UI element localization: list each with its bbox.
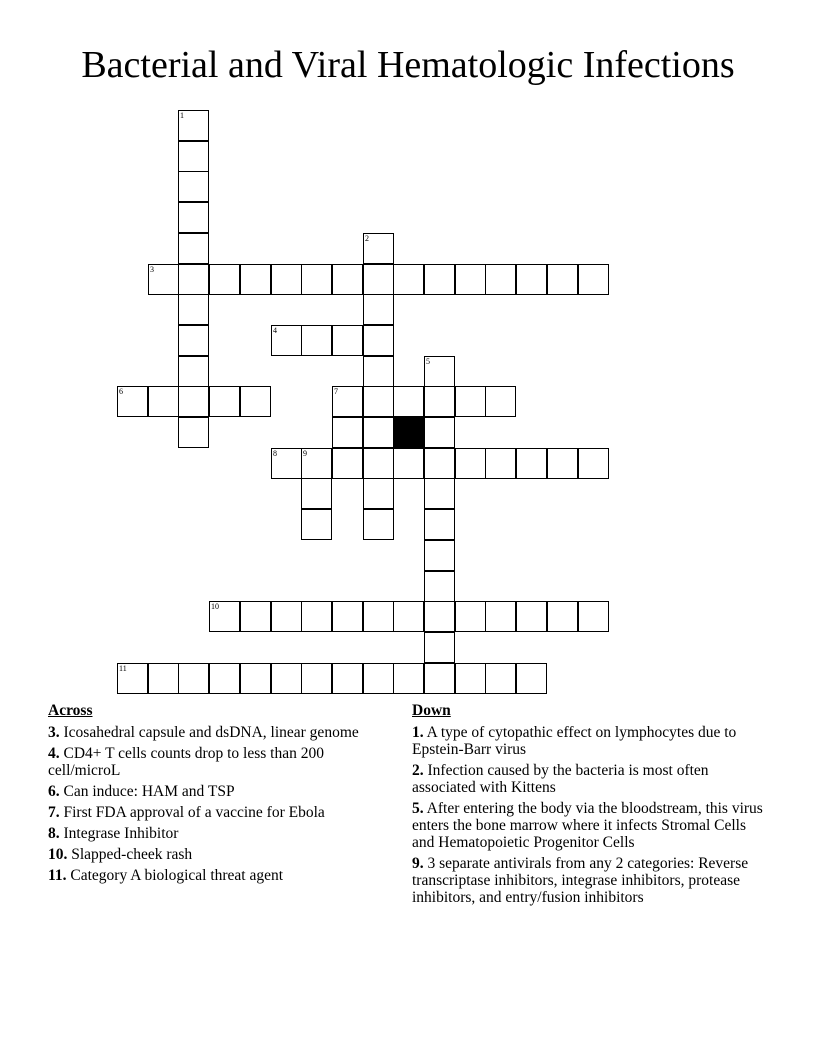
across-clues <box>48 702 388 888</box>
grid-cell[interactable] <box>424 663 455 694</box>
grid-cell[interactable] <box>578 601 609 632</box>
clue-number: 10. <box>48 846 68 863</box>
grid-cell[interactable] <box>455 601 486 632</box>
grid-cell[interactable] <box>332 325 363 356</box>
grid-cell[interactable] <box>240 601 271 632</box>
grid-cell[interactable] <box>363 478 394 509</box>
grid-cell[interactable] <box>485 663 516 694</box>
grid-cell[interactable] <box>393 601 424 632</box>
grid-cell[interactable] <box>547 448 578 479</box>
grid-cell[interactable] <box>332 448 363 479</box>
grid-cell[interactable] <box>332 417 363 448</box>
clue-text: After entering the body via the bloodstream, this virus enters the bone marrow where it infects Stromal Cells and Hematopoietic Progenitor Cells <box>412 800 763 851</box>
grid-cell[interactable] <box>455 264 486 295</box>
grid-cell[interactable] <box>148 264 179 295</box>
grid-cell[interactable] <box>393 386 424 417</box>
cell-number: 2 <box>365 234 369 243</box>
grid-cell[interactable] <box>485 386 516 417</box>
grid-cell[interactable] <box>332 601 363 632</box>
cell-number: 9 <box>303 449 307 458</box>
grid-cell[interactable] <box>332 663 363 694</box>
clue-number: 11. <box>48 867 67 884</box>
grid-cell[interactable] <box>393 264 424 295</box>
clue-number: 2. <box>412 762 424 779</box>
grid-cell[interactable] <box>578 264 609 295</box>
grid-cell[interactable] <box>178 294 209 325</box>
grid-cell[interactable] <box>301 448 332 479</box>
grid-cell[interactable] <box>363 356 394 387</box>
grid-cell[interactable] <box>209 264 240 295</box>
grid-cell[interactable] <box>178 264 209 295</box>
grid-cell[interactable] <box>178 417 209 448</box>
grid-cell[interactable] <box>209 663 240 694</box>
grid-cell[interactable] <box>363 601 394 632</box>
grid-cell[interactable] <box>301 325 332 356</box>
clue-number: 4. <box>48 745 60 762</box>
across-clue-11 <box>48 867 388 884</box>
cell-number: 4 <box>273 326 277 335</box>
grid-cell[interactable] <box>424 601 455 632</box>
grid-cell[interactable] <box>148 386 179 417</box>
clue-number: 5. <box>412 800 424 817</box>
grid-cell[interactable] <box>363 325 394 356</box>
clue-number: 3. <box>48 724 60 741</box>
cell-number: 7 <box>334 387 338 396</box>
clue-text: CD4+ T cells counts drop to less than 200 cell/microL <box>48 745 324 779</box>
clue-text: Slapped-cheek rash <box>71 846 193 863</box>
across-clue-6 <box>48 783 388 800</box>
grid-cell[interactable] <box>301 663 332 694</box>
clue-number: 9. <box>412 855 424 872</box>
grid-cell[interactable] <box>178 233 209 264</box>
cell-number: 3 <box>150 265 154 274</box>
clue-text: First FDA approval of a vaccine for Ebola <box>63 804 325 821</box>
black-cell <box>393 417 424 448</box>
grid-cell[interactable] <box>271 264 302 295</box>
down-clue-5 <box>412 800 772 851</box>
grid-cell[interactable] <box>424 571 455 602</box>
clue-text: Infection caused by the bacteria is most often associated with Kittens <box>412 762 709 796</box>
grid-cell[interactable] <box>455 663 486 694</box>
down-heading: Down <box>412 702 451 719</box>
grid-cell[interactable] <box>209 601 240 632</box>
cell-number: 11 <box>119 664 127 673</box>
grid-cell[interactable] <box>424 478 455 509</box>
grid-cell[interactable] <box>578 448 609 479</box>
page-title: Bacterial and Viral Hematologic Infections <box>81 44 735 86</box>
clue-text: A type of cytopathic effect on lymphocytes due to Epstein-Barr virus <box>412 724 737 758</box>
grid-cell[interactable] <box>363 417 394 448</box>
across-clue-3 <box>48 724 388 741</box>
grid-cell[interactable] <box>455 386 486 417</box>
grid-cell[interactable] <box>363 386 394 417</box>
clue-number: 6. <box>48 783 60 800</box>
clue-text: Category A biological threat agent <box>70 867 284 884</box>
grid-cell[interactable] <box>485 264 516 295</box>
clue-text: Icosahedral capsule and dsDNA, linear genome <box>63 724 359 741</box>
across-clue-4 <box>48 745 388 779</box>
grid-cell[interactable] <box>178 141 209 172</box>
grid-cell[interactable] <box>178 386 209 417</box>
grid-cell[interactable] <box>516 601 547 632</box>
clue-text: Integrase Inhibitor <box>63 825 179 842</box>
grid-cell[interactable] <box>424 632 455 663</box>
grid-cell[interactable] <box>178 356 209 387</box>
grid-cell[interactable] <box>240 264 271 295</box>
grid-cell[interactable] <box>117 663 148 694</box>
cell-number: 6 <box>119 387 123 396</box>
grid-cell[interactable] <box>363 663 394 694</box>
grid-cell[interactable] <box>424 386 455 417</box>
grid-cell[interactable] <box>485 448 516 479</box>
grid-cell[interactable] <box>547 601 578 632</box>
grid-cell[interactable] <box>485 601 516 632</box>
cell-number: 1 <box>180 111 184 120</box>
grid-cell[interactable] <box>424 540 455 571</box>
across-clue-7 <box>48 804 388 821</box>
grid-cell[interactable] <box>455 448 486 479</box>
grid-cell[interactable] <box>393 448 424 479</box>
grid-cell[interactable] <box>301 601 332 632</box>
grid-cell[interactable] <box>363 294 394 325</box>
across-heading: Across <box>48 702 93 719</box>
grid-cell[interactable] <box>178 663 209 694</box>
grid-cell[interactable] <box>424 448 455 479</box>
grid-cell[interactable] <box>271 663 302 694</box>
grid-cell[interactable] <box>271 448 302 479</box>
grid-cell[interactable] <box>424 509 455 540</box>
clue-text: 3 separate antivirals from any 2 categories: Reverse transcriptase inhibitors, integrase inhibitors, protease inhibitors, and entry/fusion inhibitors <box>412 855 749 906</box>
grid-cell[interactable] <box>424 417 455 448</box>
grid-cell[interactable] <box>271 601 302 632</box>
grid-cell[interactable] <box>363 264 394 295</box>
down-clue-2 <box>412 762 772 796</box>
grid-cell[interactable] <box>178 202 209 233</box>
grid-cell[interactable] <box>178 325 209 356</box>
clue-text: Can induce: HAM and TSP <box>63 783 235 800</box>
grid-cell[interactable] <box>148 663 179 694</box>
across-clue-8 <box>48 825 388 842</box>
grid-cell[interactable] <box>240 663 271 694</box>
grid-cell[interactable] <box>516 264 547 295</box>
grid-cell[interactable] <box>547 264 578 295</box>
grid-cell[interactable] <box>240 386 271 417</box>
grid-cell[interactable] <box>424 264 455 295</box>
cell-number: 8 <box>273 449 277 458</box>
clue-number: 1. <box>412 724 424 741</box>
grid-cell[interactable] <box>178 171 209 202</box>
grid-cell[interactable] <box>424 356 455 387</box>
grid-cell[interactable] <box>178 110 209 141</box>
grid-cell[interactable] <box>363 448 394 479</box>
cell-number: 10 <box>211 602 219 611</box>
grid-cell[interactable] <box>516 663 547 694</box>
grid-cell[interactable] <box>117 386 148 417</box>
grid-cell[interactable] <box>332 386 363 417</box>
grid-cell[interactable] <box>301 478 332 509</box>
grid-cell[interactable] <box>301 509 332 540</box>
across-clue-10 <box>48 846 388 863</box>
grid-cell[interactable] <box>209 386 240 417</box>
grid-cell[interactable] <box>332 264 363 295</box>
down-clue-9 <box>412 855 772 906</box>
grid-cell[interactable] <box>271 325 302 356</box>
clue-number: 7. <box>48 804 60 821</box>
grid-cell[interactable] <box>393 663 424 694</box>
grid-cell[interactable] <box>363 233 394 264</box>
clue-number: 8. <box>48 825 60 842</box>
grid-cell[interactable] <box>301 264 332 295</box>
down-clues <box>412 702 772 910</box>
down-clue-1 <box>412 724 772 758</box>
cell-number: 5 <box>426 357 430 366</box>
grid-cell[interactable] <box>363 509 394 540</box>
grid-cell[interactable] <box>516 448 547 479</box>
